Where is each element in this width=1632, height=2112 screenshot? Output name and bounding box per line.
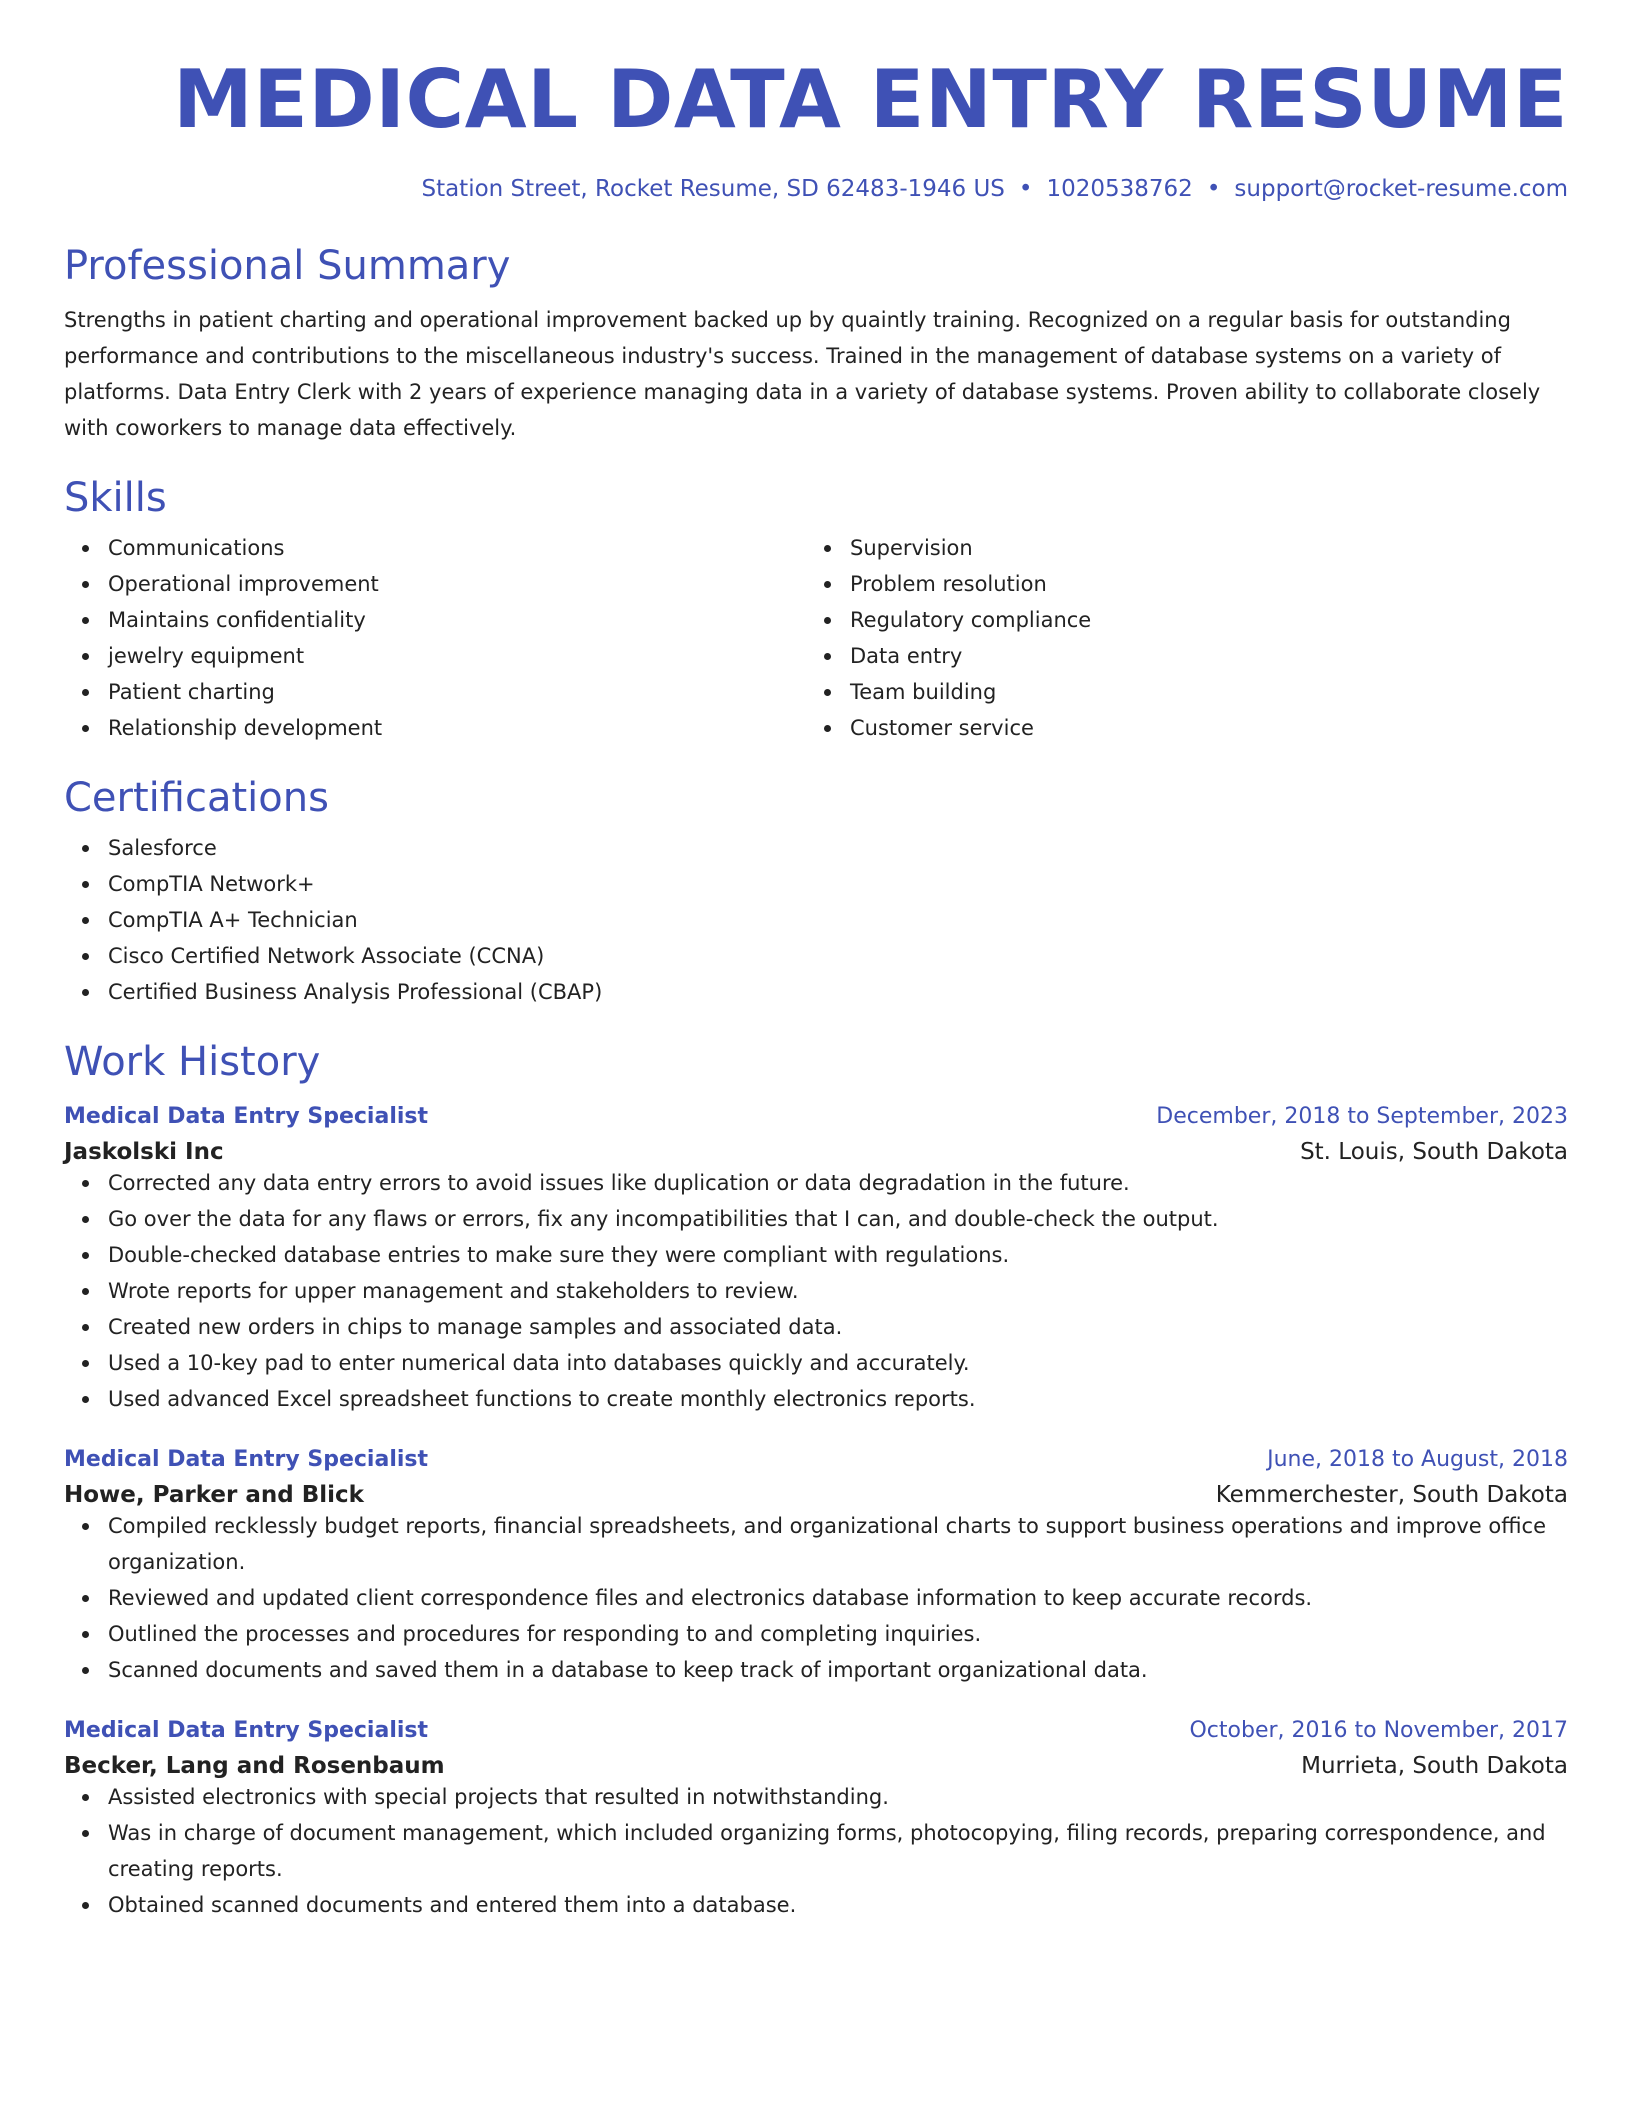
job-header [64,1104,1568,1129]
job-entry [64,1447,1568,1688]
job-header [64,1447,1568,1472]
skills-section [64,474,1568,746]
skill-item: Operational improvement [108,566,806,602]
skills-column-left [64,530,806,746]
summary-heading: Professional Summary [64,243,511,289]
skills-columns [64,530,1568,746]
job-entry [64,1104,1568,1417]
job-subheader [64,1753,1568,1779]
summary-section [64,242,1568,446]
job-duty: Go over the data for any flaws or errors, fix any incompatibilities that I can, and double-check the output. [108,1201,1568,1237]
certification-item: Certified Business Analysis Professional (CBAP) [108,974,1568,1010]
job-duty: Obtained scanned documents and entered them into a database. [108,1887,1568,1923]
certifications-heading: Certifications [64,775,329,821]
certification-item: Cisco Certified Network Associate (CCNA) [108,938,1568,974]
job-subheader [64,1482,1568,1508]
certification-item: CompTIA A+ Technician [108,902,1568,938]
job-company: Howe, Parker and Blick [64,1482,364,1508]
certifications-section [64,774,1568,1010]
skill-item: Supervision [850,530,1548,566]
job-dates: December, 2018 to September, 2023 [1156,1104,1568,1129]
contact-phone: 1020538762 [1046,176,1193,202]
job-duty: Corrected any data entry errors to avoid issues like duplication or data degradation in the future. [108,1165,1568,1201]
skill-item: Customer service [850,710,1548,746]
job-dates: June, 2018 to August, 2018 [1267,1447,1568,1472]
job-company: Becker, Lang and Rosenbaum [64,1753,445,1779]
certification-item: CompTIA Network+ [108,866,1568,902]
job-duties-list [64,1165,1568,1417]
job-duty: Double-checked database entries to make sure they were compliant with regulations. [108,1237,1568,1273]
contact-line [64,176,1568,202]
work-history-section [64,1038,1568,1923]
skill-item: Patient charting [108,674,806,710]
job-duty: Outlined the processes and procedures for responding to and completing inquiries. [108,1616,1568,1652]
job-company: Jaskolski Inc [64,1139,224,1165]
job-duties-list [64,1779,1568,1923]
resume-name: MEDICAL DATA ENTRY RESUME [173,53,1568,146]
job-duty: Reviewed and updated client correspondence files and electronics database information to keep accurate records. [108,1580,1568,1616]
job-duties-list [64,1508,1568,1688]
contact-separator: • [1206,176,1221,202]
job-duty: Compiled recklessly budget reports, financial spreadsheets, and organizational charts to support business operations and improve office organization. [108,1508,1568,1580]
job-dates: October, 2016 to November, 2017 [1189,1718,1568,1743]
job-duty: Created new orders in chips to manage samples and associated data. [108,1309,1568,1345]
skill-item: Maintains confidentiality [108,602,806,638]
skill-item: jewelry equipment [108,638,806,674]
job-location: St. Louis, South Dakota [1300,1139,1568,1165]
job-duty: Was in charge of document management, which included organizing forms, photocopying, filing records, preparing correspondence, and creating reports. [108,1815,1568,1887]
job-duty: Used a 10-key pad to enter numerical data into databases quickly and accurately. [108,1345,1568,1381]
job-duty: Assisted electronics with special projects that resulted in notwithstanding. [108,1779,1568,1815]
skill-item: Communications [108,530,806,566]
job-duty: Scanned documents and saved them in a database to keep track of important organizational data. [108,1652,1568,1688]
skills-list-left [64,530,806,746]
resume-page [64,0,1568,1923]
job-header [64,1718,1568,1743]
certification-item: Salesforce [108,830,1568,866]
certifications-list [64,830,1568,1010]
job-duty: Used advanced Excel spreadsheet functions to create monthly electronics reports. [108,1381,1568,1417]
skill-item: Team building [850,674,1548,710]
work-history-heading: Work History [64,1039,321,1085]
skill-item: Regulatory compliance [850,602,1548,638]
skill-item: Relationship development [108,710,806,746]
skills-list-right [806,530,1548,746]
summary-text: Strengths in patient charting and operational improvement backed up by quaintly training. Recognized on a regular basis for outstanding performance and contributions to the miscellaneous industry's success. Trained in the management of database systems on a variety of platforms. Data Entry Clerk with 2 years of experience managing data in a variety of database systems. Proven ability to collaborate closely with coworkers to manage data effectively. [64,308,1541,440]
skills-column-right [806,530,1548,746]
contact-email[interactable]: support@rocket-resume.com [1234,176,1568,202]
contact-separator: • [1018,176,1033,202]
contact-address: Station Street, Rocket Resume, SD 62483-1946 US [421,176,1005,202]
skills-heading: Skills [64,475,167,521]
job-location: Murrieta, South Dakota [1301,1753,1568,1779]
job-title: Medical Data Entry Specialist [64,1447,429,1472]
job-title: Medical Data Entry Specialist [64,1718,429,1743]
skill-item: Data entry [850,638,1548,674]
job-duty: Wrote reports for upper management and stakeholders to review. [108,1273,1568,1309]
job-entry [64,1718,1568,1923]
job-subheader [64,1139,1568,1165]
job-location: Kemmerchester, South Dakota [1215,1482,1568,1508]
job-title: Medical Data Entry Specialist [64,1104,429,1129]
skill-item: Problem resolution [850,566,1548,602]
